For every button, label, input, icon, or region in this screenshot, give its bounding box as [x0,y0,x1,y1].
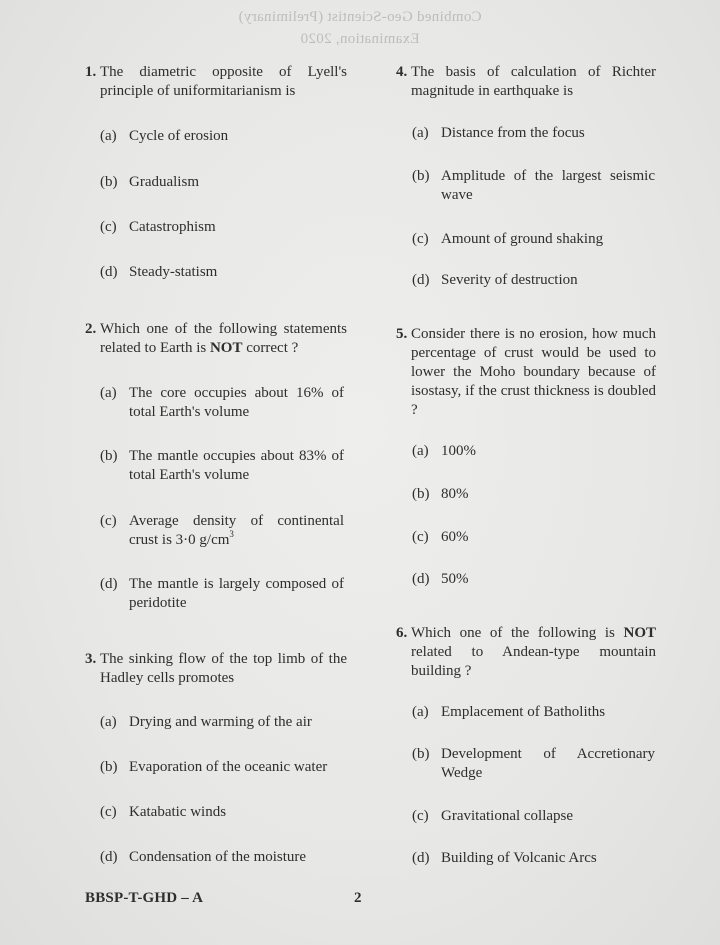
booklet-code: BBSP-T-GHD – A [85,890,204,906]
question-stem: The basis of calculation of Richter magnitude in earthquake is [411,64,656,99]
option-label: (d) [412,571,430,587]
show-through-header-line-1: Combined Geo-Scientist (Preliminary) [238,9,482,25]
option-text: Average density of continental crust is 3·0 $g/cm^3$ [129,513,344,548]
option-text: Evaporation of the oceanic water [129,759,328,775]
option-text: Steady-statism [129,264,218,280]
question-stem: Consider there is no erosion, how much percentage of crust would be used to lower the Moho boundary because of isostasy, if the crust thickness is doubled ? [411,326,656,418]
option-label: (a) [100,714,117,730]
option-text: The mantle occupies about 83% of total Earth's volume [129,448,344,483]
question-stem: The diametric opposite of Lyell's principle of uniformitarianism is [100,64,347,99]
question-5 [396,325,656,425]
option-text: 80% [441,486,469,502]
option-label: (b) [100,759,118,775]
option-text: 60% [441,529,469,545]
option-text: 50% [441,571,469,587]
option-label: (a) [100,385,117,401]
option-text: Drying and warming of the air [129,714,312,730]
option-text: Development of Accretionary Wedge [441,746,655,781]
option-label: (d) [100,849,118,865]
option-text: 100% [441,443,476,459]
option-text: Gradualism [129,174,199,190]
option-text: Condensation of the moisture [129,849,307,865]
emphasis-not: NOT [623,625,656,641]
question-number: 5. [396,326,408,342]
option-text: Amount of ground shaking [441,231,604,247]
option-text: The mantle is largely composed of peridotite [129,576,344,611]
question-stem: Which one of the following is NOT related to Andean-type mountain building ? [411,625,656,679]
question-number: 1. [85,64,97,80]
question-4 [396,63,656,103]
option-text: The core occupies about 16% of total Earth's volume [129,385,344,420]
question-stem: Which one of the following statements related to Earth is NOT correct ? [100,321,347,356]
option-label: (a) [412,704,429,720]
option-label: (d) [100,576,118,592]
option-text: Cycle of erosion [129,128,229,144]
question-6 [396,624,656,684]
option-label: (a) [412,443,429,459]
emphasis-not: NOT [209,340,243,356]
option-text: Catastrophism [129,219,216,235]
question-3 [85,650,347,690]
option-text: Severity of destruction [441,272,578,288]
option-label: (b) [412,746,430,762]
superscript: 3 [229,529,234,539]
question-number: 2. [85,321,97,337]
option-label: (c) [412,529,429,545]
question-number: 6. [396,625,408,641]
option-label: (a) [100,128,117,144]
question-2 [85,320,347,360]
option-label: (c) [100,804,117,820]
option-label: (c) [412,231,429,247]
option-label: (c) [412,808,429,824]
option-label: (c) [100,219,117,235]
option-text: Amplitude of the largest seismic wave [441,168,655,203]
option-text: Emplacement of Batholiths [441,704,606,720]
option-text: Building of Volcanic Arcs [441,850,597,866]
option-label: (d) [412,850,430,866]
option-label: (b) [100,174,118,190]
option-text: Distance from the focus [441,125,585,141]
option-label: (c) [100,513,117,529]
option-label: (b) [412,168,430,184]
page-number: 2 [354,890,362,906]
option-label: (b) [100,448,118,464]
question-stem: The sinking flow of the top limb of the Hadley cells promotes [100,651,347,686]
option-label: (a) [412,125,429,141]
question-number: 4. [396,64,408,80]
option-label: (d) [412,272,430,288]
question-number: 3. [85,651,97,667]
question-1 [85,63,347,103]
option-label: (d) [100,264,118,280]
option-text: Gravitational collapse [441,808,574,824]
option-text: Katabatic winds [129,804,227,820]
option-label: (b) [412,486,430,502]
show-through-header-line-2: Examination, 2020 [300,31,420,47]
